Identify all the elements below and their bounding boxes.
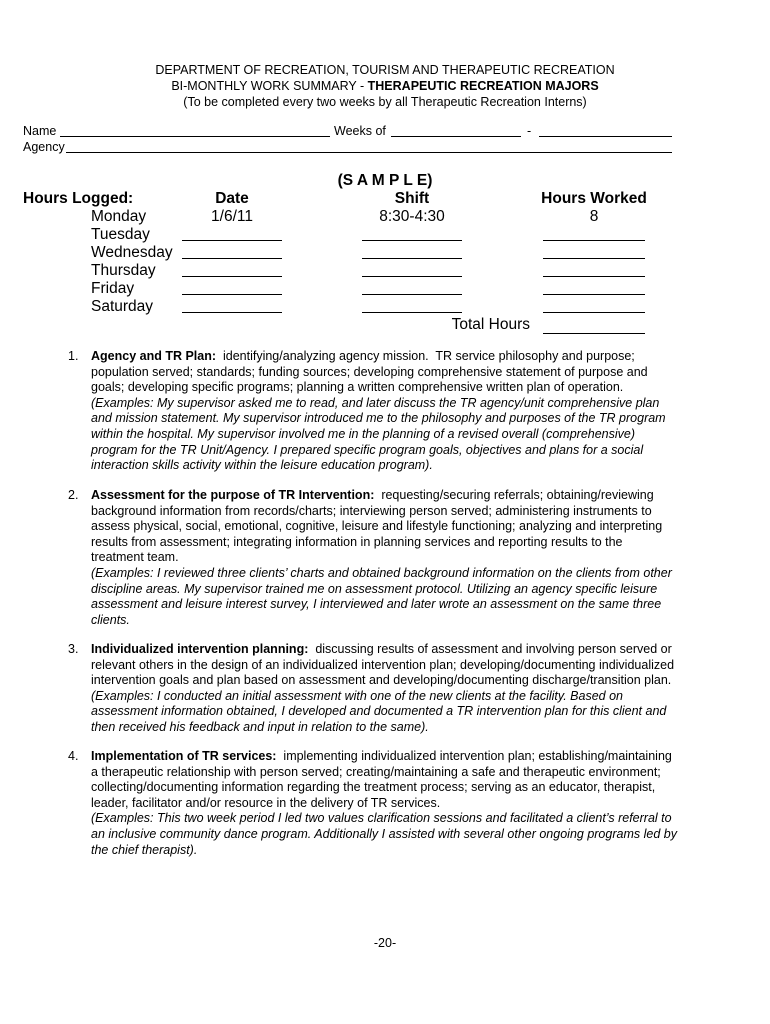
shift-field[interactable] [362, 240, 462, 241]
item-description-text: relevant others in the design of an individualized intervention plan; developing/documenting individualized [91, 657, 675, 672]
item-example-line: (Examples: My supervisor asked me to read, and later discuss the TR agency/unit comprehensive plan [91, 395, 660, 410]
item-description-text: a therapeutic relationship with person served; creating/maintaining a safe and therapeutic environment; [91, 764, 661, 779]
day-label: Monday [91, 208, 147, 225]
item-example-line: assessment and leisure interest survey, I interviewed and later wrote an assessment on the same three [91, 597, 662, 612]
page-number: -20- [373, 936, 397, 950]
item-description-text: treatment team. [91, 550, 179, 565]
weeks-dash: - [527, 124, 532, 138]
item-example-line: interaction skills activity within the leisure education program). [91, 458, 433, 473]
item-description-text: requesting/securing referrals; obtaining/reviewing [374, 488, 654, 502]
hours-field[interactable] [543, 294, 645, 295]
item-title: Individualized intervention planning: [91, 642, 309, 656]
hours-field[interactable] [543, 258, 645, 259]
item-example-line: discipline areas. My supervisor trained me on assessment protocol. Utilizing an agency specific leisure [91, 581, 658, 596]
item-example-line: then received his feedback and input in relation to the same). [91, 719, 429, 734]
hours-field[interactable] [543, 240, 645, 241]
item-description-text: identifying/analyzing agency mission. TR service philosophy and purpose; [216, 349, 635, 363]
item-example-line: an inclusive community dance program. Additionally I assisted with several other ongoing programs led by [91, 826, 677, 841]
item-description-text: background information from records/charts; interviewing person served; administering instruments to [91, 503, 652, 518]
date-value: 1/6/11 [211, 208, 253, 225]
day-label: Wednesday [91, 244, 173, 261]
item-description-line [91, 349, 666, 365]
item-description-line [91, 749, 677, 765]
day-label: Friday [91, 280, 135, 297]
shift-field[interactable] [362, 258, 462, 259]
item-description-text: collecting/documenting information regarding the treatment process; serving as an educator, therapist, [91, 780, 656, 795]
hours-field[interactable] [543, 312, 645, 313]
item-example-line: and mission statement. My supervisor introduced me to the philosophy and purposes of the TR program [91, 411, 666, 426]
date-field[interactable] [182, 294, 282, 295]
item-description-text: discussing results of assessment and involving person served or [308, 642, 672, 656]
item-description-line [91, 535, 672, 551]
date-field[interactable] [182, 240, 282, 241]
item-title: Agency and TR Plan: [91, 349, 217, 363]
total-hours-field[interactable] [543, 333, 645, 334]
item-description-line [91, 380, 666, 396]
item-description-line [91, 488, 672, 504]
hours-logged-title: Hours Logged: [23, 190, 134, 207]
date-field[interactable] [182, 258, 282, 259]
shift-column-header: Shift [394, 190, 430, 207]
item-description-text: implementing individualized intervention plan; establishing/maintaining [276, 749, 672, 763]
item-number: 4. [68, 749, 79, 763]
item-example-line: within the hospital. My supervisor involved me in the planning of a revised overall (comprehensive) [91, 426, 636, 441]
item-description-line [91, 365, 666, 381]
item-example-line: (Examples: This two week period I led two values clarification sessions and facilitated a client’s referral to [91, 811, 672, 826]
form-title-bold: THERAPEUTIC RECREATION MAJORS [367, 79, 599, 93]
department-title: DEPARTMENT OF RECREATION, TOURISM AND THERAPEUTIC RECREATION [155, 63, 615, 77]
item-example-line: clients. [91, 612, 130, 627]
item-description-line [91, 765, 677, 781]
agency-field[interactable] [66, 152, 672, 153]
name-field[interactable] [60, 136, 330, 137]
item-description-text: results from assessment; integrating information in planning services and reporting results to the [91, 534, 623, 549]
item-description-line [91, 519, 672, 535]
item-example-line: (Examples: I conducted an initial assessment with one of the new clients at the facility. Based on [91, 688, 623, 703]
item-example-line: assessment information obtained, I developed and documented a TR intervention plan for this client and [91, 704, 667, 719]
day-label: Thursday [91, 262, 156, 279]
day-label: Saturday [91, 298, 154, 315]
day-label: Tuesday [91, 226, 150, 243]
weeks-start-field[interactable] [391, 136, 521, 137]
item-description-line [91, 504, 672, 520]
shift-value: 8:30-4:30 [379, 208, 445, 225]
shift-field[interactable] [362, 294, 462, 295]
date-column-header: Date [215, 190, 249, 207]
item-description-line [91, 658, 674, 674]
total-hours-label: Total Hours [451, 316, 530, 333]
form-title-prefix: BI-MONTHLY WORK SUMMARY - [171, 79, 368, 93]
item-description-text: intervention goals and plan based on assessment and developing/documenting discharge/transition plan. [91, 673, 672, 688]
sample-label: (S A M P L E) [337, 172, 433, 189]
item-example-line: the chief therapist). [91, 842, 198, 857]
item-description-text: population served; standards; funding sources; developing comprehensive statement of purpose and [91, 364, 648, 379]
hours-field[interactable] [543, 276, 645, 277]
item-description-line [91, 550, 672, 566]
item-number: 3. [68, 642, 79, 656]
item-description-text: assess physical, social, emotional, cognitive, leisure and lifestyle functioning; analyzing and interpreting [91, 519, 663, 534]
weeks-end-field[interactable] [539, 136, 672, 137]
item-description-line [91, 780, 677, 796]
item-description-line [91, 642, 674, 658]
form-title [0, 78, 770, 94]
item-example-line: program for the TR Unit/Agency. I prepared specific program goals, objectives and plans for a social [91, 442, 644, 457]
weeks-of-label: Weeks of [334, 124, 386, 138]
shift-field[interactable] [362, 312, 462, 313]
item-number: 1. [68, 349, 79, 363]
hours-value: 8 [589, 208, 599, 225]
item-number: 2. [68, 488, 79, 502]
item-title: Assessment for the purpose of TR Intervention: [91, 488, 375, 502]
item-example-line: (Examples: I reviewed three clients’ charts and obtained background information on the clients from other [91, 565, 672, 580]
hours-worked-column-header: Hours Worked [541, 190, 647, 207]
shift-field[interactable] [362, 276, 462, 277]
date-field[interactable] [182, 312, 282, 313]
item-title: Implementation of TR services: [91, 749, 277, 763]
item-description-text: goals; developing specific programs; planning a written comprehensive written plan of operation. [91, 380, 624, 395]
name-label: Name [23, 124, 57, 138]
item-description-line [91, 796, 677, 812]
form-instructions: (To be completed every two weeks by all Therapeutic Recreation Interns) [183, 95, 587, 109]
item-description-text: leader, facilitator and/or resource in the delivery of TR services. [91, 795, 441, 810]
date-field[interactable] [182, 276, 282, 277]
agency-label: Agency [23, 140, 65, 154]
item-description-line [91, 673, 674, 689]
